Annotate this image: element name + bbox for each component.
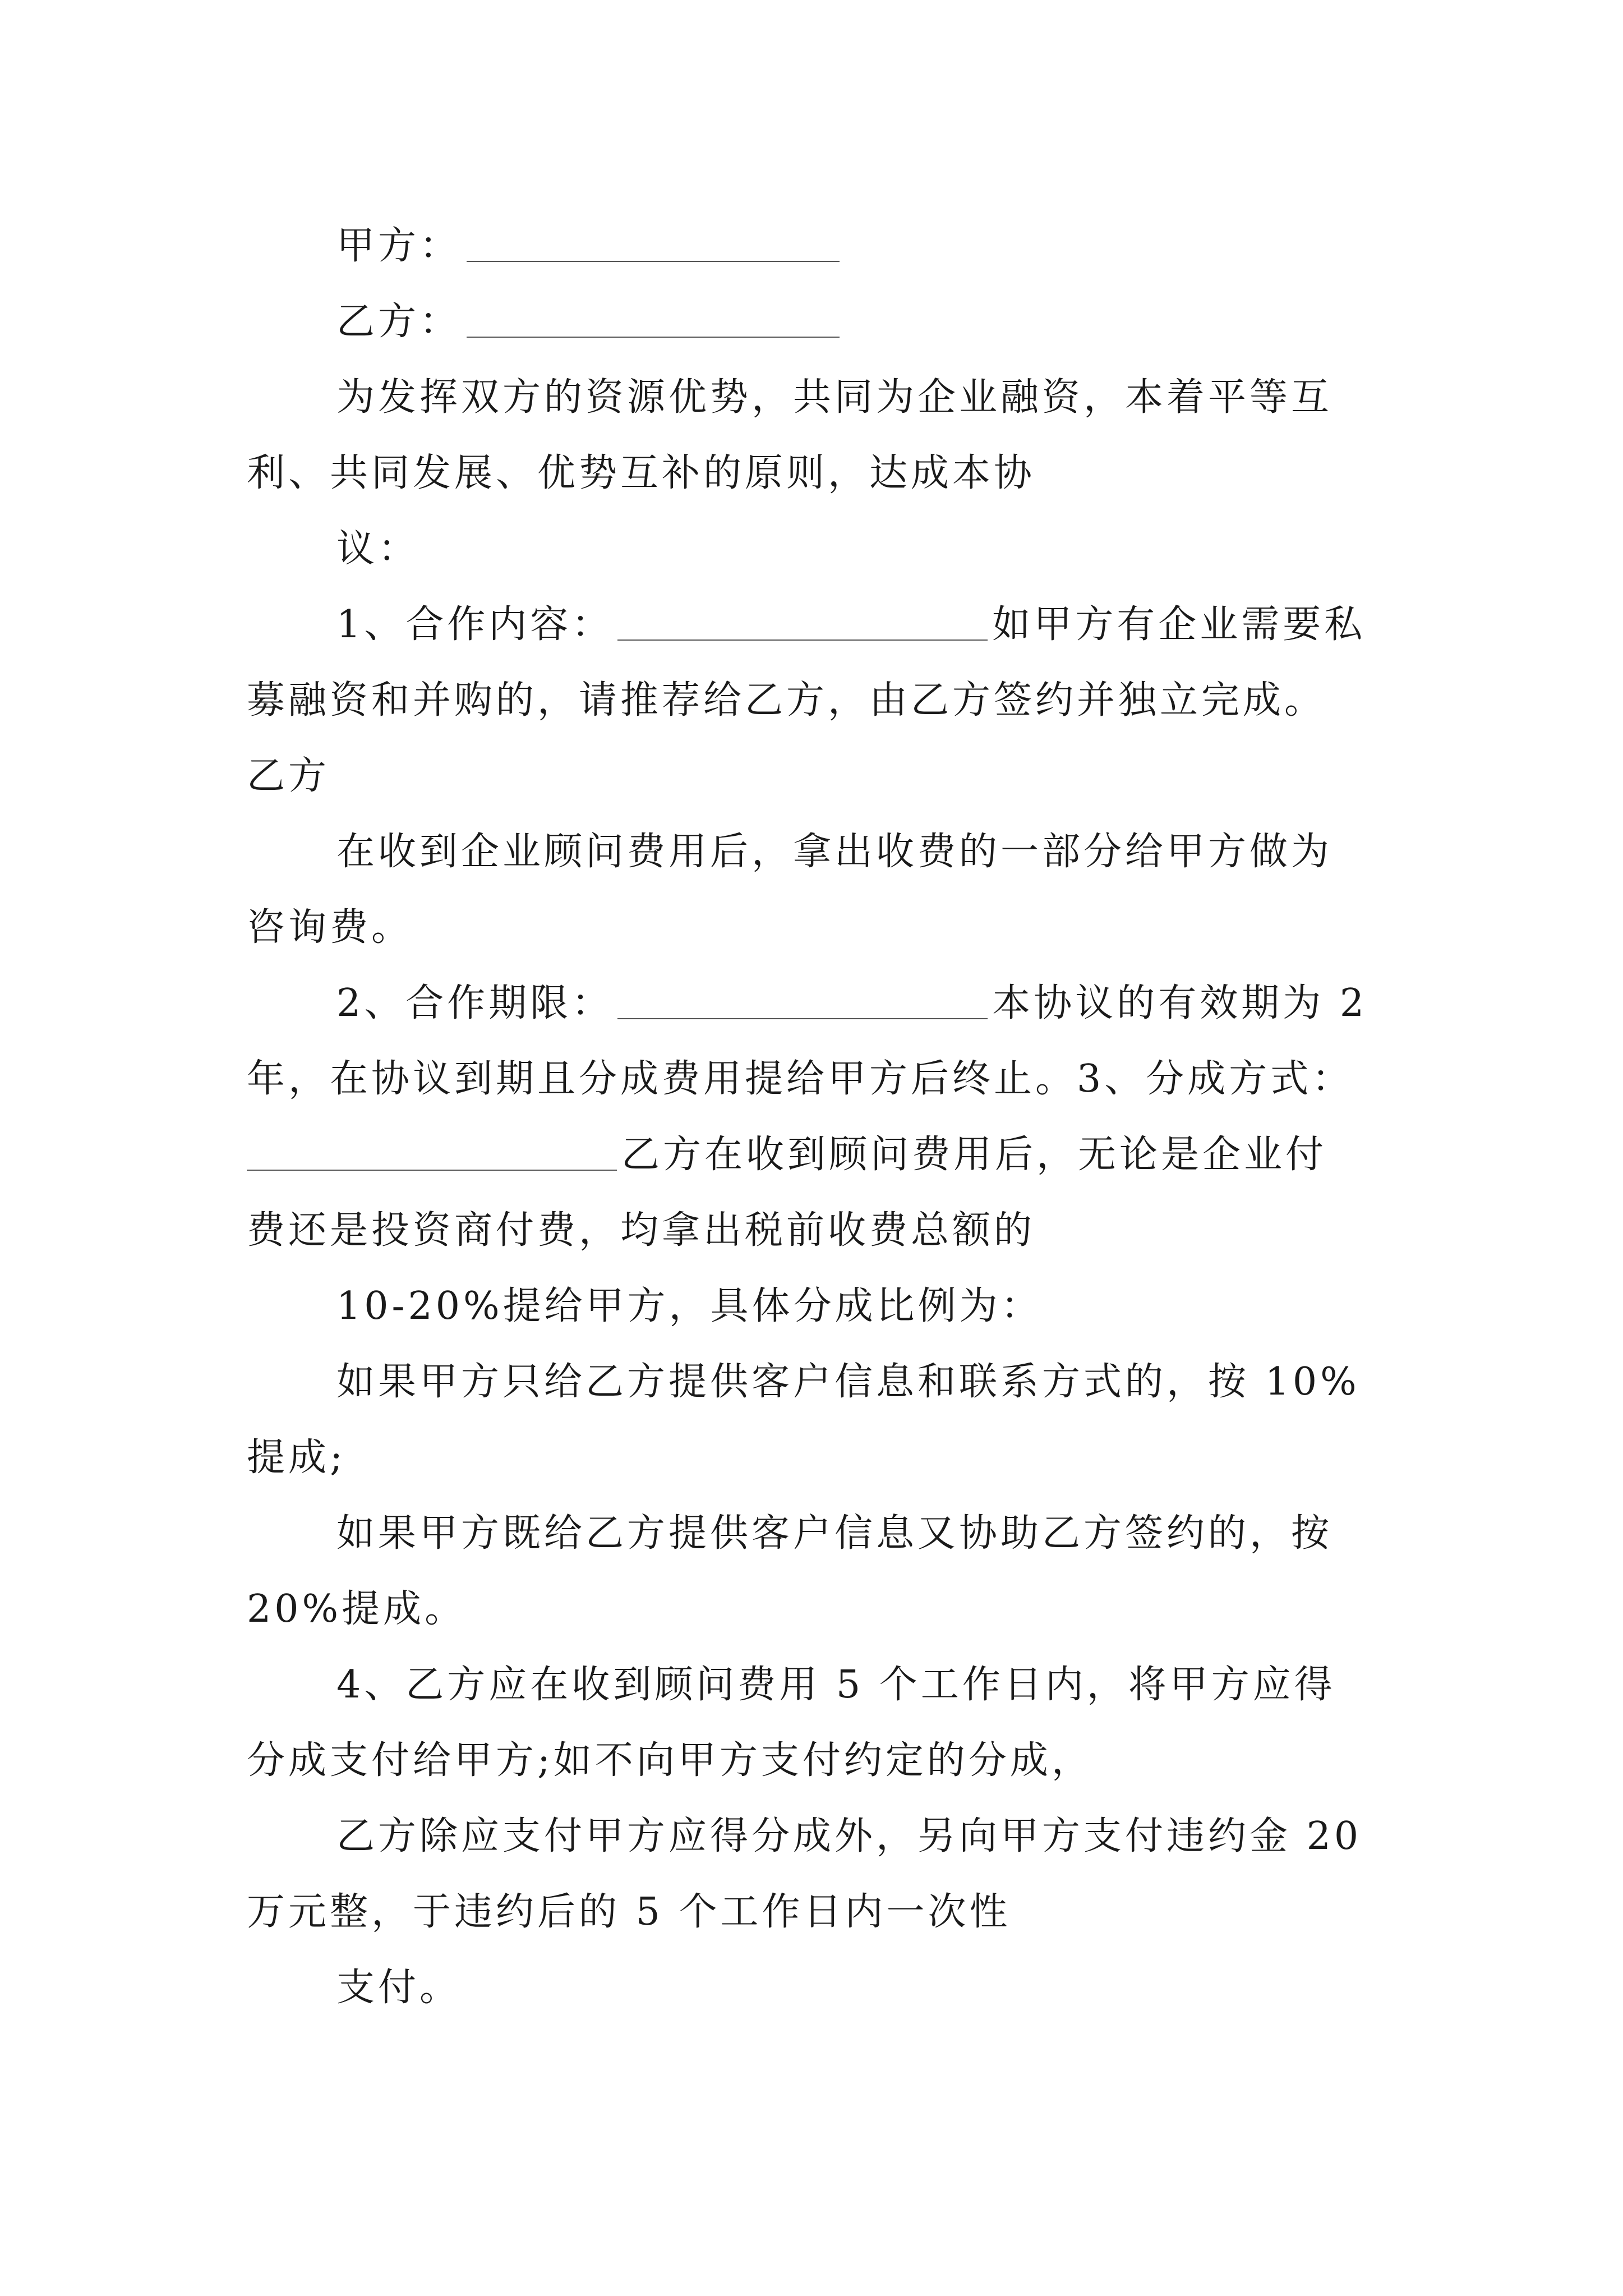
item4-line-4: 万元整，于违约后的 5 个工作日内一次性 bbox=[247, 1890, 1011, 1934]
item3-line-3: 10-20%提给甲方，具体分成比例为： bbox=[336, 1284, 1043, 1328]
item2-line-2: 年，在协议到期且分成费用提给甲方后终止。3、分成方式： bbox=[247, 1057, 1354, 1101]
item3-blank bbox=[247, 1170, 617, 1171]
item3-line-5: 提成; bbox=[247, 1435, 346, 1480]
item2-blank bbox=[617, 1018, 988, 1019]
item1-line-3: 乙方 bbox=[247, 754, 330, 798]
item3-line-4: 如果甲方只给乙方提供客户信息和联系方式的，按 10% bbox=[336, 1360, 1360, 1404]
item4-line-5: 支付。 bbox=[336, 1966, 462, 2010]
party-a-label: 甲方： bbox=[336, 224, 462, 268]
party-a-line bbox=[336, 224, 840, 268]
item1-line-4: 在收到企业顾问费用后，拿出收费的一部分给甲方做为 bbox=[336, 830, 1333, 874]
item1-suffix: 如甲方有企业需要私 bbox=[992, 602, 1366, 647]
item3-line-1-suffix: 乙方在收到顾问费用后，无论是企业付 bbox=[621, 1133, 1327, 1177]
item3-line-1 bbox=[247, 1133, 1327, 1177]
party-a-blank bbox=[467, 261, 840, 262]
item1-line-5: 咨询费。 bbox=[247, 905, 413, 950]
item3-line-6: 如果甲方既给乙方提供客户信息又协助乙方签约的，按 bbox=[336, 1511, 1333, 1556]
party-b-label: 乙方： bbox=[336, 300, 462, 344]
item1-prefix: 1、合作内容： bbox=[336, 602, 614, 647]
intro-line-1: 为发挥双方的资源优势，共同为企业融资，本着平等互 bbox=[336, 375, 1333, 420]
party-b-line bbox=[336, 300, 840, 344]
party-b-blank bbox=[467, 337, 840, 338]
item2-prefix: 2、合作期限： bbox=[336, 981, 614, 1025]
intro-line-2: 利、共同发展、优势互补的原则，达成本协 bbox=[247, 451, 1036, 495]
intro-line-3: 议： bbox=[336, 527, 420, 571]
item3-line-2: 费还是投资商付费，均拿出税前收费总额的 bbox=[247, 1208, 1036, 1253]
item2-suffix: 本协议的有效期为 2 bbox=[992, 981, 1368, 1025]
item3-line-7: 20%提成。 bbox=[247, 1587, 467, 1631]
item1-line-2: 募融资和并购的，请推荐给乙方，由乙方签约并独立完成。 bbox=[247, 678, 1326, 723]
item1-blank bbox=[617, 639, 988, 641]
item2-line-1 bbox=[336, 981, 1368, 1025]
item4-line-3: 乙方除应支付甲方应得分成外，另向甲方支付违约金 20 bbox=[336, 1814, 1362, 1858]
item4-line-1: 4、乙方应在收到顾问费用 5 个工作日内，将甲方应得 bbox=[336, 1663, 1336, 1707]
item1-line-1 bbox=[336, 602, 1366, 647]
item4-line-2: 分成支付给甲方;如不向甲方支付约定的分成， bbox=[247, 1738, 1093, 1783]
